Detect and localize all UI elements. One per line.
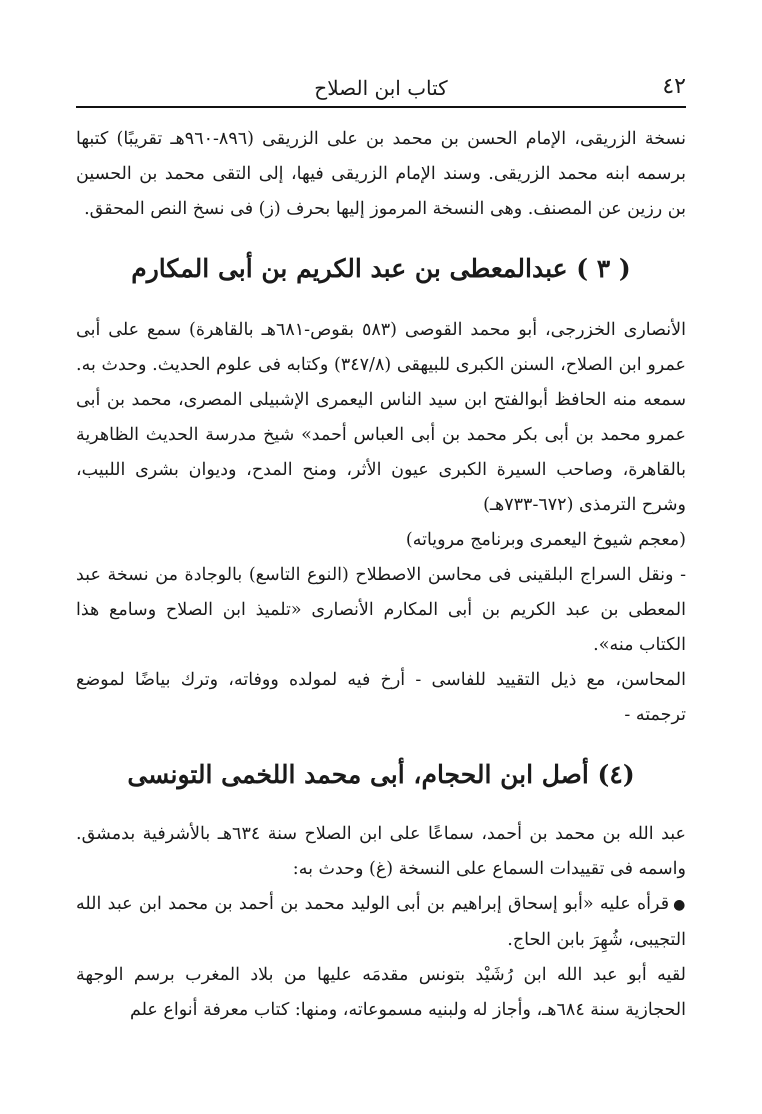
header-rule — [76, 106, 686, 108]
intro-paragraph: نسخة الزريقى، الإمام الحسن بن محمد بن على الزريقى (٨٩٦-٩٦٠هـ تقريبًا) كتبها برسمه ابنه محمد الزريقى. وسند الإمام الزريقى فيها، إلى التقى محمد بن الحسين بن رزين عن المصنف. وهى النسخة المرموز إليها بحرف (ز) فى نسخ النص المحقق. — [76, 129, 686, 219]
section4-intro: عبد الله بن محمد بن أحمد، سماعًا على ابن الصلاح سنة ٦٣٤هـ بالأشرفية بدمشق. واسمه فى تقييدات السماع على النسخة (غ) وحدث به: — [76, 824, 686, 879]
page-number: ٤٢ — [662, 74, 686, 99]
section4-reader-text: قرأه عليه «أبو إسحاق إبراهيم بن أبى الوليد محمد بن أحمد بن محمد ابن عبد الله التجيبى، شُهِرَ بابن الحاج. — [76, 894, 686, 950]
section3-biography: الأنصارى الخزرجى، أبو محمد القوصى (٥٨٣ بقوص-٦٨١هـ بالقاهرة) سمع على أبى عمرو ابن الصلاح، السنن الكبرى للبيهقى (٣٤٧/٨) وكتابه فى علوم الحديث. وحدث به. سمعه منه الحافظ أبوالفتح ابن سيد الناس اليعمرى الإشبيلى المصرى، محمد بن أبى عمرو محمد بن أبى بكر محمد بن أبى العباس أحمد» شيخ مدرسة الحديث الظاهرية بالقاهرة، وصاحب السيرة الكبرى عيون الأثر، ومنح المدح، وديوان بشرى اللبيب، وشرح الترمذى (٦٧٢-٧٣٣هـ) — [76, 320, 686, 515]
section4-meeting: لقيه أبو عبد الله ابن رُشَيْد بتونس مقدمَه عليها من بلاد المغرب برسم الوجهة الحجازية سنة ٦٨٤هـ، وأجاز له ولبنيه مسموعاته، ومنها: كتاب معرفة أنواع علم — [76, 965, 686, 1020]
section3-source-note: (معجم شيوخ اليعمرى وبرنامج مروياته) — [405, 530, 686, 550]
running-title: كتاب ابن الصلاح — [314, 76, 448, 100]
page-header — [76, 70, 686, 108]
section4-reader — [76, 887, 686, 958]
section3-transfer-note: - ونقل السراج البلقينى فى محاسن الاصطلاح (النوع التاسع) بالوجادة من نسخة عبد المعطى بن عبد الكريم بن أبى المكارم الأنصارى «تلميذ ابن الصلاح وسامع هذا الكتاب منه». — [76, 565, 686, 655]
bullet-icon: ● — [673, 897, 687, 913]
page-body — [76, 122, 686, 1028]
section-heading-3: ( ٣ ) عبدالمعطى بن عبد الكريم بن أبى المكارم — [131, 254, 631, 283]
section-heading-4: (٤) أصل ابن الحجام، أبى محمد اللخمى التونسى — [127, 760, 635, 789]
section3-mahasin-note: المحاسن، مع ذيل التقييد للفاسى - أرخ فيه لمولده ووفاته، وترك بياضًا لموضع ترجمته - — [76, 670, 686, 725]
